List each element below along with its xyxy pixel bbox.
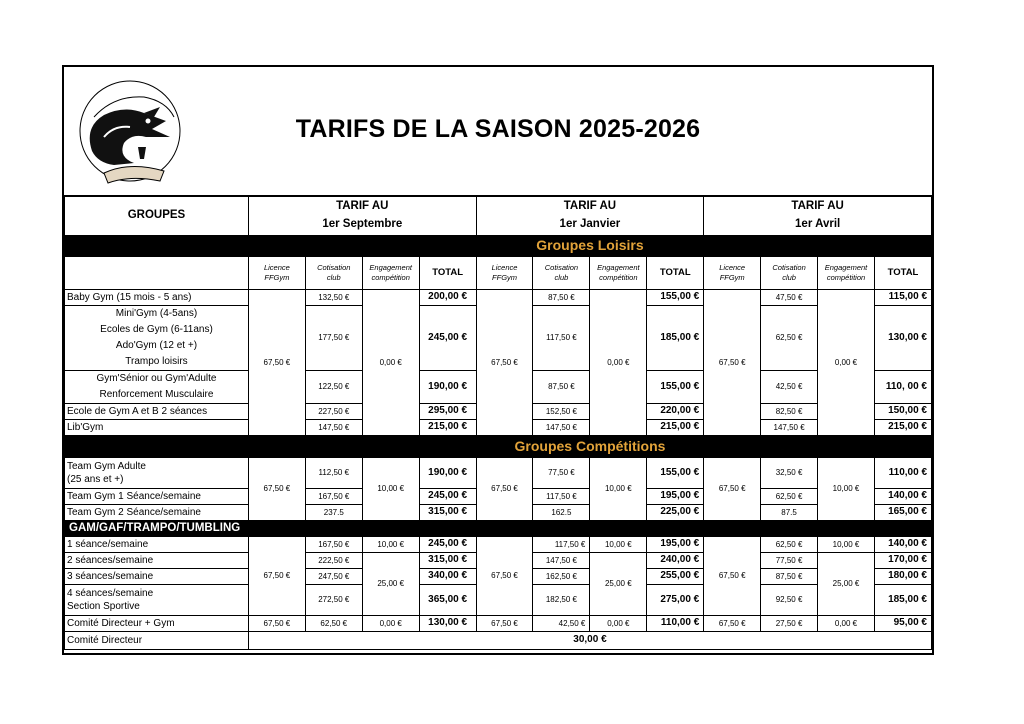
group-name: Team Gym 2 Séance/semaine (65, 505, 249, 521)
total-value: 185,00 € (647, 306, 704, 371)
engagement-value: 0,00 € (818, 290, 875, 436)
group-name: Team Gym Adulte (25 ans et +) (65, 458, 249, 489)
total-value: 190,00 € (419, 371, 476, 404)
cotisation-value: 62,50 € (761, 489, 818, 505)
engagement-value: 10,00 € (818, 537, 875, 553)
cotisation-value: 77,50 € (761, 553, 818, 569)
cotisation-value: 152,50 € (533, 404, 590, 420)
engagement-value: 0,00 € (362, 290, 419, 436)
total-value: 95,00 € (874, 616, 931, 632)
group-name: 1 séance/semaine (65, 537, 249, 553)
total-value: 155,00 € (647, 458, 704, 489)
group-name: 4 séances/semaine Section Sportive (65, 585, 249, 616)
engagement-value: 25,00 € (362, 553, 419, 616)
cotisation-value: 167,50 € (305, 537, 362, 553)
cotisation-value: 32,50 € (761, 458, 818, 489)
group-name: Lib'Gym (65, 420, 249, 436)
group-name: Gym'Sénior ou Gym'Adulte Renforcement Musculaire (65, 371, 249, 404)
engagement-value: 0,00 € (362, 616, 419, 632)
engagement-value: 10,00 € (590, 458, 647, 521)
group-name: Baby Gym (15 mois - 5 ans) (65, 290, 249, 306)
licence-header: Licence FFGym (476, 257, 533, 290)
total-value: 365,00 € (419, 585, 476, 616)
engagement-value: 25,00 € (590, 553, 647, 616)
sheet-header (64, 67, 932, 197)
period-header-row (65, 196, 932, 236)
cotisation-value: 82,50 € (761, 404, 818, 420)
total-value: 225,00 € (647, 505, 704, 521)
table-row (65, 290, 932, 306)
cotisation-value: 27,50 € (761, 616, 818, 632)
total-value: 200,00 € (419, 290, 476, 306)
total-value: 215,00 € (647, 420, 704, 436)
cotisation-value: 62,50 € (761, 537, 818, 553)
total-header: TOTAL (647, 257, 704, 290)
page-title: TARIFS DE LA SAISON 2025-2026 (295, 115, 701, 143)
cotisation-value: 162.5 (533, 505, 590, 521)
engagement-value: 10,00 € (818, 458, 875, 521)
group-name: Comité Directeur + Gym (65, 616, 249, 632)
cotisation-value: 87,50 € (533, 290, 590, 306)
total-value: 30,00 € (248, 632, 931, 650)
group-name: 3 séances/semaine (65, 569, 249, 585)
engagement-value: 0,00 € (590, 616, 647, 632)
cotisation-value: 87.5 (761, 505, 818, 521)
table-row (65, 537, 932, 553)
group-name: Team Gym 1 Séance/semaine (65, 489, 249, 505)
groups-header: GROUPES (65, 196, 249, 236)
total-value: 140,00 € (874, 537, 931, 553)
engagement-header: Engagement compétition (362, 257, 419, 290)
cotisation-value: 227,50 € (305, 404, 362, 420)
total-value: 165,00 € (874, 505, 931, 521)
cotisation-value: 247,50 € (305, 569, 362, 585)
total-value: 130,00 € (874, 306, 931, 371)
licence-value: 67,50 € (704, 616, 761, 632)
cotisation-header: Cotisation club (305, 257, 362, 290)
tariff-table (64, 195, 932, 650)
cotisation-header: Cotisation club (761, 257, 818, 290)
engagement-value: 10,00 € (362, 458, 419, 521)
period-september-header: TARIF AU 1er Septembre (248, 196, 476, 236)
cotisation-value: 147,50 € (761, 420, 818, 436)
total-value: 150,00 € (874, 404, 931, 420)
section-loisirs-band (65, 236, 932, 257)
section-gam-band (65, 521, 932, 537)
total-value: 155,00 € (647, 290, 704, 306)
column-subheader-row (65, 257, 932, 290)
cotisation-value: 47,50 € (761, 290, 818, 306)
cotisation-value: 147,50 € (305, 420, 362, 436)
total-value: 185,00 € (874, 585, 931, 616)
total-value: 295,00 € (419, 404, 476, 420)
cotisation-value: 182,50 € (533, 585, 590, 616)
total-value: 110,00 € (647, 616, 704, 632)
total-value: 110, 00 € (874, 371, 931, 404)
cotisation-value: 222,50 € (305, 553, 362, 569)
section-loisirs-title: Groupes Loisirs (248, 236, 931, 257)
cotisation-value: 147,50 € (533, 420, 590, 436)
section-competitions-title: Groupes Compétitions (248, 436, 931, 458)
licence-value: 67,50 € (704, 458, 761, 521)
cotisation-value: 237.5 (305, 505, 362, 521)
cotisation-header: Cotisation club (533, 257, 590, 290)
total-value: 180,00 € (874, 569, 931, 585)
total-value: 220,00 € (647, 404, 704, 420)
engagement-value: 0,00 € (590, 290, 647, 436)
period-april-header: TARIF AU 1er Avril (704, 196, 932, 236)
cotisation-value: 62,50 € (305, 616, 362, 632)
section-competitions-band (65, 436, 932, 458)
total-value: 195,00 € (647, 537, 704, 553)
total-value: 245,00 € (419, 537, 476, 553)
table-row (65, 632, 932, 650)
cotisation-value: 147,50 € (533, 553, 590, 569)
total-value: 240,00 € (647, 553, 704, 569)
licence-value: 67,50 € (704, 537, 761, 616)
cotisation-value: 112,50 € (305, 458, 362, 489)
tariff-sheet (62, 65, 934, 655)
licence-value: 67,50 € (704, 290, 761, 436)
cotisation-value: 177,50 € (305, 306, 362, 371)
section-gam-title: GAM/GAF/TRAMPO/TUMBLING (65, 521, 249, 537)
licence-value: 67,50 € (476, 458, 533, 521)
cotisation-value: 42,50 € (761, 371, 818, 404)
cotisation-value: 117,50 € (533, 537, 590, 553)
total-value: 155,00 € (647, 371, 704, 404)
cotisation-value: 42,50 € (533, 616, 590, 632)
total-value: 245,00 € (419, 489, 476, 505)
total-value: 130,00 € (419, 616, 476, 632)
licence-value: 67,50 € (248, 290, 305, 436)
table-row (65, 616, 932, 632)
licence-value: 67,50 € (476, 537, 533, 616)
engagement-header: Engagement compétition (818, 257, 875, 290)
licence-header: Licence FFGym (248, 257, 305, 290)
total-value: 170,00 € (874, 553, 931, 569)
cotisation-value: 132,50 € (305, 290, 362, 306)
cotisation-value: 77,50 € (533, 458, 590, 489)
cotisation-value: 62,50 € (761, 306, 818, 371)
licence-header: Licence FFGym (704, 257, 761, 290)
total-value: 195,00 € (647, 489, 704, 505)
total-value: 315,00 € (419, 553, 476, 569)
licence-value: 67,50 € (248, 616, 305, 632)
total-value: 315,00 € (419, 505, 476, 521)
group-name: Ecole de Gym A et B 2 séances (65, 404, 249, 420)
total-value: 110,00 € (874, 458, 931, 489)
cotisation-value: 117,50 € (533, 489, 590, 505)
total-value: 340,00 € (419, 569, 476, 585)
engagement-value: 10,00 € (362, 537, 419, 553)
engagement-header: Engagement compétition (590, 257, 647, 290)
total-value: 215,00 € (874, 420, 931, 436)
total-value: 140,00 € (874, 489, 931, 505)
table-row (65, 458, 932, 489)
cotisation-value: 122,50 € (305, 371, 362, 404)
cotisation-value: 87,50 € (761, 569, 818, 585)
engagement-value: 10,00 € (590, 537, 647, 553)
total-value: 215,00 € (419, 420, 476, 436)
licence-value: 67,50 € (476, 290, 533, 436)
group-name: Comité Directeur (65, 632, 249, 650)
total-value: 245,00 € (419, 306, 476, 371)
total-value: 115,00 € (874, 290, 931, 306)
licence-value: 67,50 € (476, 616, 533, 632)
cotisation-value: 87,50 € (533, 371, 590, 404)
total-value: 255,00 € (647, 569, 704, 585)
cotisation-value: 162,50 € (533, 569, 590, 585)
licence-value: 67,50 € (248, 458, 305, 521)
group-name: Mini'Gym (4-5ans) Ecoles de Gym (6-11ans) Ado'Gym (12 et +) Trampo loisirs (65, 306, 249, 371)
cotisation-value: 92,50 € (761, 585, 818, 616)
cotisation-value: 167,50 € (305, 489, 362, 505)
cotisation-value: 117,50 € (533, 306, 590, 371)
total-value: 190,00 € (419, 458, 476, 489)
total-header: TOTAL (874, 257, 931, 290)
engagement-value: 0,00 € (818, 616, 875, 632)
total-header: TOTAL (419, 257, 476, 290)
licence-value: 67,50 € (248, 537, 305, 616)
engagement-value: 25,00 € (818, 553, 875, 616)
total-value: 275,00 € (647, 585, 704, 616)
period-january-header: TARIF AU 1er Janvier (476, 196, 704, 236)
group-name: 2 séances/semaine (65, 553, 249, 569)
cotisation-value: 272,50 € (305, 585, 362, 616)
